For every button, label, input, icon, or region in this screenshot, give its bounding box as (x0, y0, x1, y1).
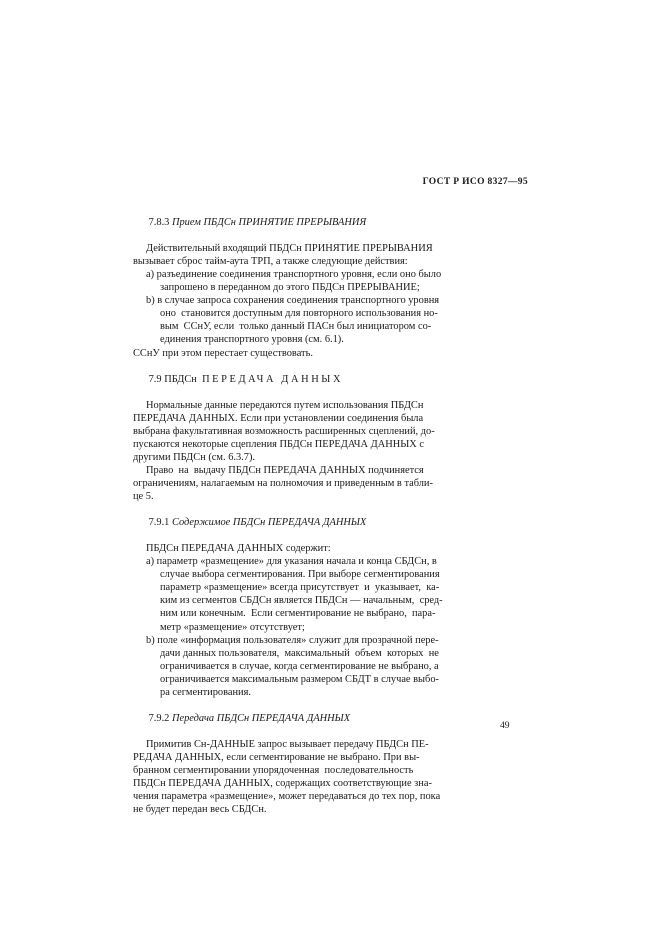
heading-7-9-title-plain: ПБДСн (164, 373, 197, 385)
list-item-a-line: a) разъединение соединения транспортного уровня, если оно было (146, 269, 442, 281)
heading-7-8-3 (133, 203, 529, 242)
paragraph-line: ПЕРЕДАЧА ДАННЫХ. Если при установлении соединения была (133, 412, 424, 424)
heading-7-8-3-title: Прием ПБДСн ПРИНЯТИЕ ПРЕРЫВАНИЯ (171, 217, 367, 229)
paragraph-line: Право на выдачу ПБДСн ПЕРЕДАЧА ДАННЫХ подчиняется (146, 464, 424, 476)
list-item-b-line: ограничивается максимальным размером СБДТ в случае выбо- (160, 673, 439, 685)
list-item-b-line: b) в случае запроса сохранения соединения транспортного уровня (146, 295, 440, 307)
text-column (133, 203, 529, 816)
paragraph-line: ПБДСн ПЕРЕДАЧА ДАННЫХ содержит: (146, 543, 331, 555)
heading-7-9-2-title: Передача ПБДСн ПЕРЕДАЧА ДАННЫХ (171, 712, 351, 724)
page-number: 49 (500, 720, 510, 731)
heading-7-9-1-title: Содержимое ПБДСн ПЕРЕДАЧА ДАННЫХ (171, 517, 367, 529)
paragraph-line: вызывает сброс тайм-аута ТРП, а также следующие действия: (133, 256, 408, 268)
list-item-b-line: единения транспортного уровня (см. 6.1). (160, 334, 344, 346)
paragraph-line: ПБДСн ПЕРЕДАЧА ДАННЫХ, содержащих соответствующие зна- (133, 778, 432, 790)
list-item-b-line: ограничивается в случае, когда сегментирование не выбрано, а (160, 660, 439, 672)
running-header: ГОСТ Р ИСО 8327—95 (422, 177, 528, 187)
paragraph-line: пускаются некоторые сцепления ПБДСн ПЕРЕДАЧА ДАННЫХ с (133, 438, 424, 450)
heading-7-9-1-number: 7.9.1 (148, 517, 170, 529)
list-item-a-line: запрошено в переданном до этого ПБДСн ПРЕРЫВАНИЕ; (160, 282, 420, 294)
heading-7-9-title-spaced: ПЕРЕДАЧА ДАННЫХ (202, 373, 344, 385)
list-item-a-line: случае выбора сегментирования. При выборе сегментирования (160, 569, 440, 581)
paragraph-line: Действительный входящий ПБДСн ПРИНЯТИЕ ПРЕРЫВАНИЯ (146, 243, 433, 255)
list-item-b-line: вым ССнУ, если только данный ПАСн был инициатором со- (160, 321, 432, 333)
paragraph-line: не будет передан весь СБДСн. (133, 804, 267, 816)
heading-7-9-number: 7.9 (148, 373, 162, 385)
paragraph-line: це 5. (133, 491, 154, 503)
heading-7-9 (133, 360, 529, 399)
paragraph-line: бранном сегментировании упорядоченная последовательность (133, 765, 414, 777)
paragraph-line: ограничениям, налагаемым на полномочия и приведенным в табли- (133, 477, 433, 489)
paragraph-line: Примитив Сн-ДАННЫЕ запрос вызывает передачу ПБДСн ПЕ- (146, 738, 429, 750)
list-item-a-line: ким из сегментов СБДСн является ПБДСн — начальным, сред- (160, 595, 443, 607)
paragraph-line: чения параметра «размещение», может передаваться до тех пор, пока (133, 791, 441, 803)
list-item-a-line: ним или конечным. Если сегментирование не выбрано, пара- (160, 608, 436, 620)
list-item-b-line: дачи данных пользователя, максимальный объем которых не (160, 647, 439, 659)
paragraph-line: выбрана факультативная возможность расширенных сцеплений, до- (133, 425, 435, 437)
list-item-a-line: метр «размещение» отсутствует; (160, 621, 305, 633)
heading-7-9-1 (133, 503, 529, 542)
heading-7-8-3-number: 7.8.3 (148, 217, 170, 229)
paragraph-line: другими ПБДСн (см. 6.3.7). (133, 451, 256, 463)
list-item-b-line: ра сегментирования. (160, 686, 251, 698)
heading-7-9-2-number: 7.9.2 (148, 712, 170, 724)
list-item-a-line: a) параметр «размещение» для указания начала и конца СБДСн, в (146, 556, 437, 568)
paragraph-line: ССнУ при этом перестает существовать. (133, 347, 313, 359)
heading-7-9-2 (133, 699, 529, 738)
paragraph-line: РЕДАЧА ДАННЫХ, если сегментирование не выбрано. При вы- (133, 751, 420, 763)
list-item-b-line: b) поле «информация пользователя» служит для прозрачной пере- (146, 634, 439, 646)
list-item-a-line: параметр «размещение» всегда присутствует и указывает, ка- (160, 582, 440, 594)
paragraph-line: Нормальные данные передаются путем использования ПБДСн (146, 399, 424, 411)
list-item-b-line: оно становится доступным для повторного использования но- (160, 308, 438, 320)
